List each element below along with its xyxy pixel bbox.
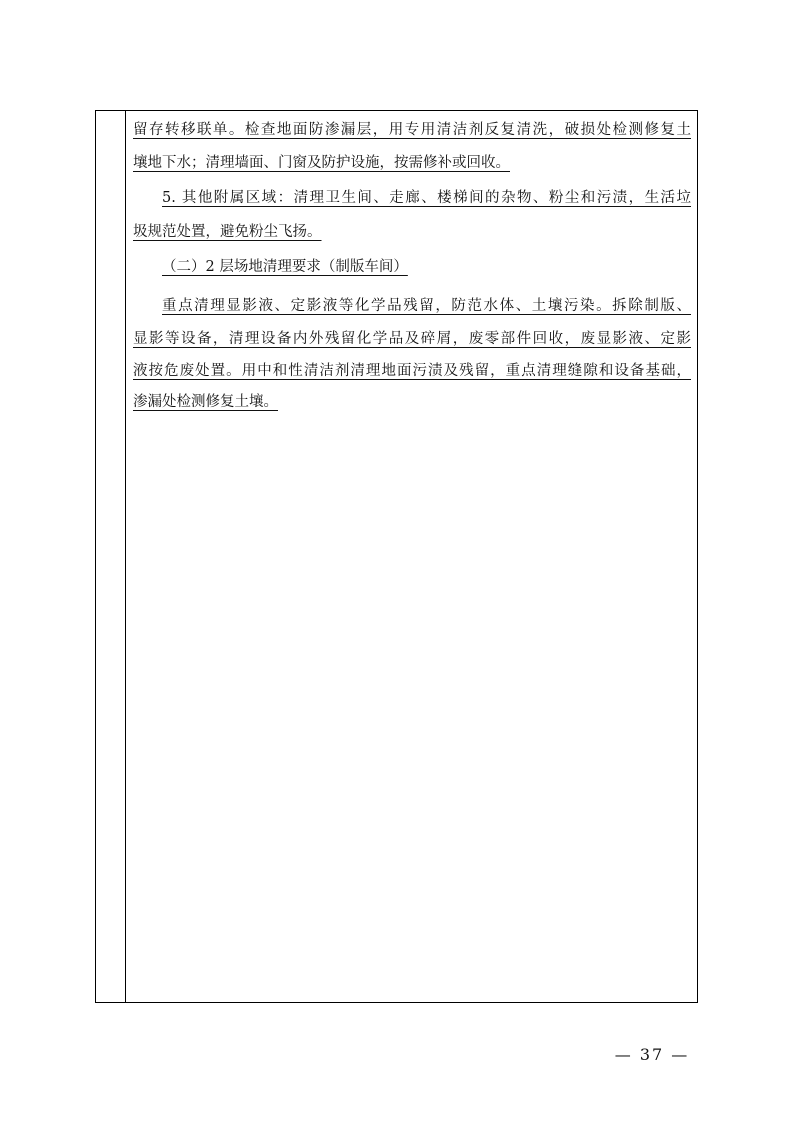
page-number: — 37 — <box>614 1045 690 1064</box>
paragraph-line: 液按危废处置。用中和性清洁剂清理地面污渍及残留，重点清理缝隙和设备基础， <box>133 363 691 379</box>
paragraph-line: 渗漏处检测修复土壤。 <box>133 394 278 410</box>
paragraph-line: 重点清理显影液、定影液等化学品残留，防范水体、土壤污染。拆除制版、 <box>162 298 691 314</box>
paragraph-line: 显影等设备，清理设备内外残留化学品及碎屑，废零部件回收，废显影液、定影 <box>133 331 691 347</box>
paragraph-line: 壤地下水；清理墙面、门窗及防护设施，按需修补或回收。 <box>133 155 510 171</box>
paragraph-line: 圾规范处置，避免粉尘飞扬。 <box>133 224 322 240</box>
paragraph-line: 5. 其他附属区域：清理卫生间、走廊、楼梯间的杂物、粉尘和污渍，生活垃 <box>162 190 691 206</box>
table-left-column <box>96 111 126 1002</box>
paragraph-line: 留存转移联单。检查地面防渗漏层，用专用清洁剂反复清洗，破损处检测修复土 <box>133 122 691 138</box>
content-table <box>95 110 698 1003</box>
section-heading: （二）2 层场地清理要求（制版车间） <box>162 259 408 275</box>
